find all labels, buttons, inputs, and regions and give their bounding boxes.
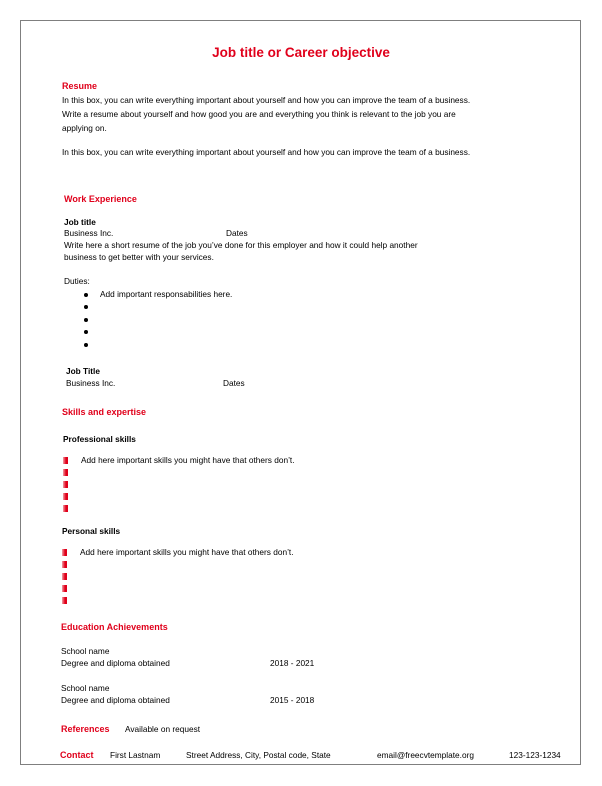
red-bullet-icon xyxy=(62,549,67,556)
personal-skill-1: Add here important skills you might have that others don’t. xyxy=(80,547,294,557)
job1-desc-line2: business to get better with your services. xyxy=(64,252,214,262)
bullet-icon xyxy=(84,330,88,334)
job1-dates: Dates xyxy=(226,228,248,238)
job1-title: Job title xyxy=(64,217,96,227)
job2-title: Job Title xyxy=(66,366,100,376)
resume-para1-line2: Write a resume about yourself and how good you are and everything you think is relevant to the job you are xyxy=(62,109,456,119)
bullet-icon xyxy=(84,343,88,347)
page-title: Job title or Career objective xyxy=(212,45,390,60)
job1-desc-line1: Write here a short resume of the job you’ve done for this employer and how it could help another xyxy=(64,240,418,250)
contact-heading: Contact xyxy=(60,750,94,760)
contact-phone: 123-123-1234 xyxy=(509,750,561,760)
contact-name: First Lastnam xyxy=(110,750,161,760)
edu1-degree: Degree and diploma obtained xyxy=(61,658,170,668)
resume-para1-line3: applying on. xyxy=(62,123,107,133)
references-text: Available on request xyxy=(125,724,201,734)
red-bullet-icon xyxy=(63,505,68,512)
red-bullet-icon xyxy=(62,573,67,580)
resume-para2: In this box, you can write everything important about yourself and how you can improve the team of a business. xyxy=(62,147,471,157)
bullet-icon xyxy=(84,305,88,309)
red-bullet-icon xyxy=(63,493,68,500)
red-bullet-icon xyxy=(63,469,68,476)
job1-duties-label: Duties: xyxy=(64,276,90,286)
professional-skill-1: Add here important skills you might have that others don’t. xyxy=(81,455,295,465)
edu1-years: 2018 - 2021 xyxy=(270,658,315,668)
personal-skills-label: Personal skills xyxy=(62,526,121,536)
job2-dates: Dates xyxy=(223,378,245,388)
job1-duty-1: Add important responsabilities here. xyxy=(100,289,233,299)
professional-skills-label: Professional skills xyxy=(63,434,136,444)
work-heading: Work Experience xyxy=(64,194,137,204)
contact-address: Street Address, City, Postal code, State xyxy=(186,750,331,760)
bullet-icon xyxy=(84,293,88,297)
edu2-years: 2015 - 2018 xyxy=(270,695,315,705)
job1-company: Business Inc. xyxy=(64,228,114,238)
skills-heading: Skills and expertise xyxy=(62,407,147,417)
job2-company: Business Inc. xyxy=(66,378,116,388)
edu1-school: School name xyxy=(61,646,110,656)
contact-email[interactable]: email@freecvtemplate.org xyxy=(377,750,474,760)
references-heading: References xyxy=(61,724,110,734)
edu2-school: School name xyxy=(61,683,110,693)
resume-para1-line1: In this box, you can write everything important about yourself and how you can improve the team of a business. xyxy=(62,95,471,105)
resume-heading: Resume xyxy=(62,81,98,91)
bullet-icon xyxy=(84,318,88,322)
red-bullet-icon xyxy=(62,561,67,568)
red-bullet-icon xyxy=(62,597,67,604)
red-bullet-icon xyxy=(62,585,67,592)
red-bullet-icon xyxy=(63,457,68,464)
red-bullet-icon xyxy=(63,481,68,488)
education-heading: Education Achievements xyxy=(61,622,168,632)
edu2-degree: Degree and diploma obtained xyxy=(61,695,170,705)
